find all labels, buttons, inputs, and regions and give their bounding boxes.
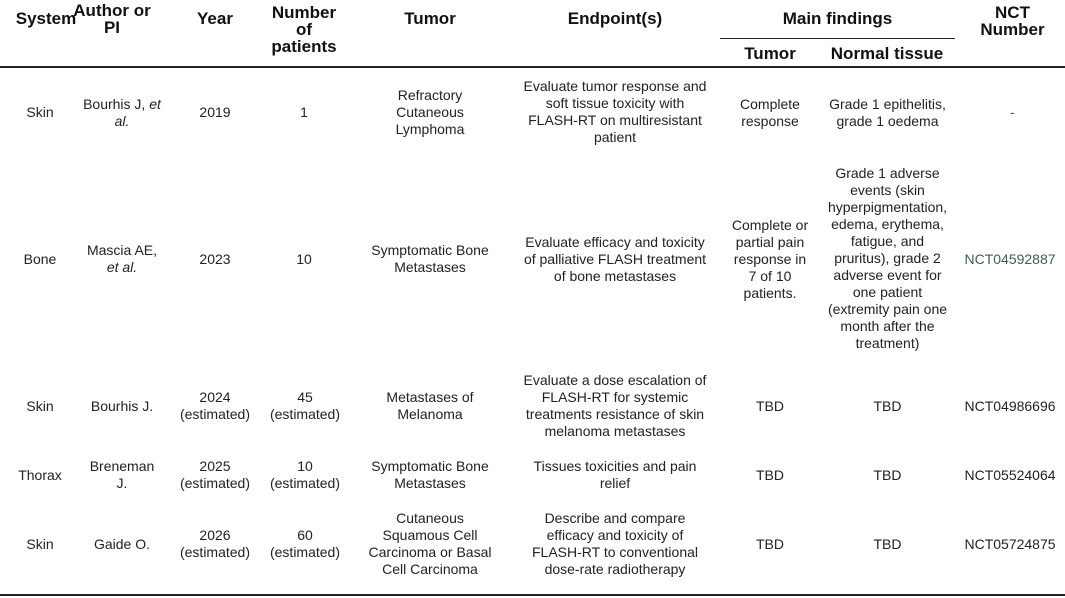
row5-nct: NCT05724875 [964,536,1056,552]
row5-endpoint: Describe and compare efficacy and toxicity of FLASH-RT to conventional dose-rate radiotherapy [531,510,698,577]
row1-tumor: Refractory Cutaneous Lymphoma [395,87,465,137]
main-findings-rule [720,38,955,39]
row2-finding-tumor: Complete or partial pain response in 7 of 10 patients. [731,217,809,301]
row2-endpoint: Evaluate efficacy and toxicity of palliative FLASH treatment of bone metastases [523,234,707,284]
header-bottom-rule [0,66,1065,68]
row1-author: Bourhis J, et al. [83,96,161,129]
row4-endpoint: Tissues toxicities and pain relief [533,458,697,491]
row1-patients: 1 [300,104,308,120]
row2-finding-normal: Grade 1 adverse events (skin hyperpigmentation, edema, erythema, fatigue, and pruritus), grade 2 adverse event for one patient (extremity pain one month after the treatment) [827,165,948,351]
row1-endpoint: Evaluate tumor response and soft tissue toxicity with FLASH-RT on multiresistant patient [523,78,707,145]
header-year: Year [197,9,233,28]
row3-finding-tumor: TBD [756,398,784,414]
header-system: System [15,9,77,28]
header-findings-normal: Normal tissue [830,44,944,63]
header-main-findings: Main findings [782,9,893,28]
row5-patients: 60 (estimated) [269,527,341,560]
row4-patients: 10 (estimated) [269,458,341,491]
header-findings-tumor: Tumor [744,44,796,63]
header-patients: Number of patients [271,3,337,56]
row1-year: 2019 [199,104,231,120]
row3-finding-normal: TBD [873,398,902,414]
row2-author: Mascia AE, et al. [86,242,158,275]
row5-tumor: Cutaneous Squamous Cell Carcinoma or Basal Cell Carcinoma [368,510,492,577]
row4-tumor: Symptomatic Bone Metastases [371,458,489,491]
row2-system: Bone [23,251,57,267]
row3-author: Bourhis J. [90,398,154,414]
row5-finding-normal: TBD [873,536,902,552]
row4-system: Thorax [18,467,62,483]
row4-year: 2025 (estimated) [179,458,251,491]
row1-finding-tumor: Complete response [740,96,800,129]
row4-author: Breneman J. [89,458,155,491]
header-author: Author or PI [73,1,151,37]
row3-patients: 45 (estimated) [269,389,341,422]
header-endpoints: Endpoint(s) [567,9,663,28]
row4-nct: NCT05524064 [964,467,1056,483]
table-bottom-rule [0,594,1065,596]
row5-finding-tumor: TBD [756,536,784,552]
row3-year: 2024 (estimated) [179,389,251,422]
row4-finding-normal: TBD [873,467,902,483]
row4-finding-tumor: TBD [756,467,784,483]
row3-tumor: Metastases of Melanoma [386,389,474,422]
row3-endpoint: Evaluate a dose escalation of FLASH-RT for systemic treatments resistance of skin melanoma metastases [523,372,707,439]
header-tumor: Tumor [404,9,456,28]
row1-finding-normal: Grade 1 epithelitis, grade 1 oedema [829,96,946,129]
row1-nct: - [1010,104,1015,120]
header-nct: NCT Number [980,3,1045,39]
row2-nct-link[interactable]: NCT04592887 [964,251,1056,267]
row5-year: 2026 (estimated) [179,527,251,560]
row2-tumor: Symptomatic Bone Metastases [371,242,489,275]
row3-nct: NCT04986696 [964,398,1056,414]
row3-system: Skin [26,398,54,414]
row5-system: Skin [26,536,54,552]
row2-patients: 10 [296,251,312,267]
row2-year: 2023 [199,251,231,267]
row5-author: Gaide O. [93,536,151,552]
row1-system: Skin [26,104,54,120]
